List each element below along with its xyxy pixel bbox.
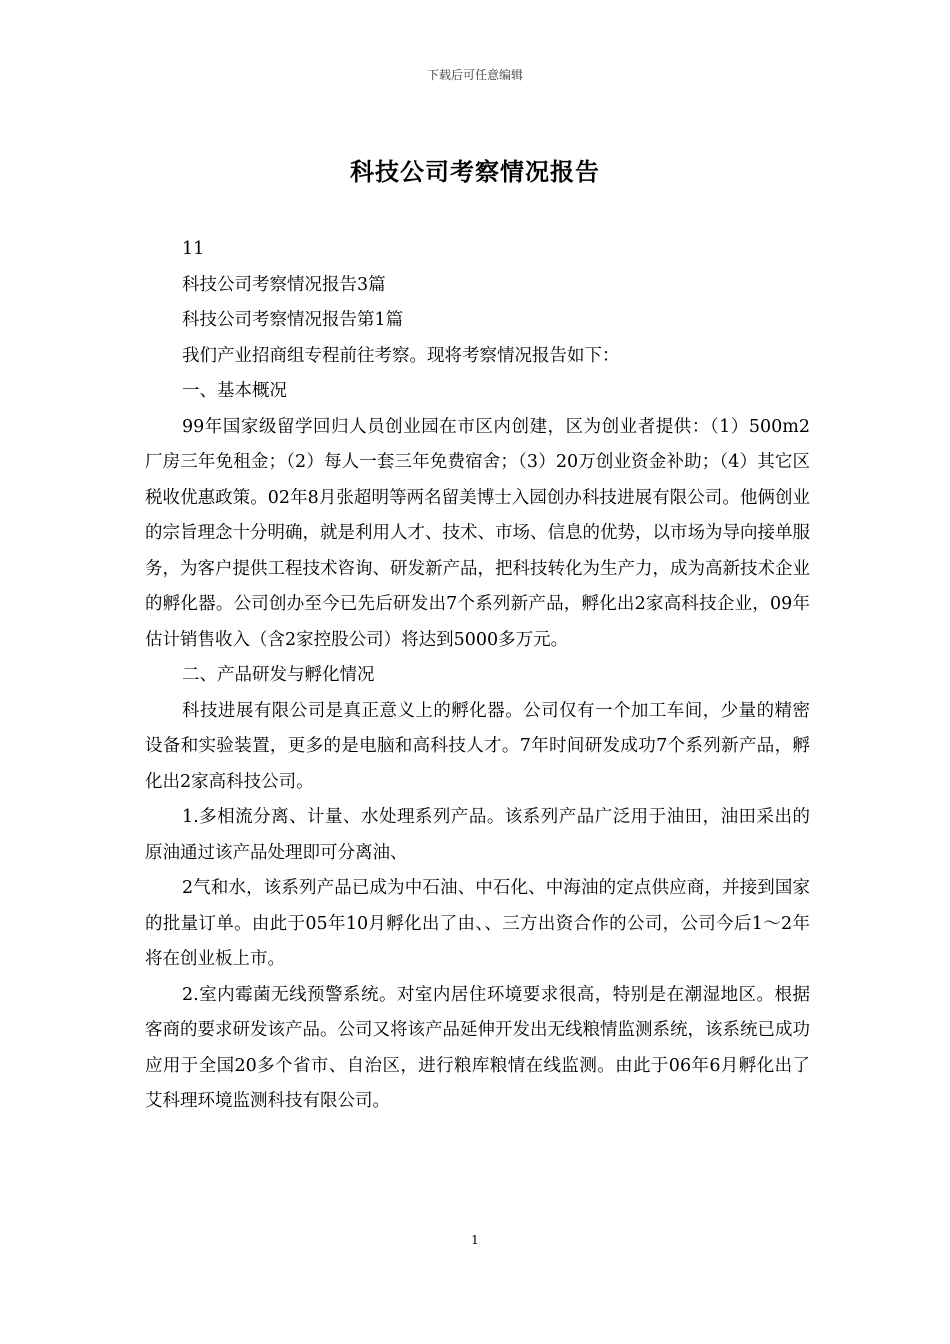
paragraph: 1.多相流分离、计量、水处理系列产品。该系列产品广泛用于油田，油田采出的原油通过该产品处理即可分离油、 xyxy=(145,807,810,863)
paragraph: 科技公司考察情况报告第1篇 xyxy=(182,310,404,330)
paragraph: 2.室内霉菌无线预警系统。对室内居住环境要求很高，特别是在潮湿地区。根据客商的要求研发该产品。公司又将该产品延伸开发出无线粮情监测系统，该系统已成功应用于全国20多个省市、自治区，进行粮库粮情在线监测。由此于06年6月孵化出了艾科理环境监测科技有限公司。 xyxy=(145,984,810,1111)
section-heading: 二、产品研发与孵化情况 xyxy=(182,665,375,685)
paragraph: 科技公司考察情况报告3篇 xyxy=(182,274,386,295)
page-number: 1 xyxy=(471,1233,479,1247)
paragraph: 科技进展有限公司是真正意义上的孵化器。公司仅有一个加工车间，少量的精密设备和实验装置，更多的是电脑和高科技人才。7年时间研发成功7个系列新产品，孵化出2家高科技公司。 xyxy=(145,700,810,792)
document-body xyxy=(145,232,810,1120)
page-header-note: 下载后可任意编辑 xyxy=(426,68,523,82)
section-heading: 一、基本概况 xyxy=(182,381,287,401)
paragraph: 11 xyxy=(182,239,205,259)
paragraph: 我们产业招商组专程前往考察。现将考察情况报告如下： xyxy=(182,345,620,366)
paragraph: 99年国家级留学回归人员创业园在市区内创建，区为创业者提供：（1）500m2厂房三年免租金；（2）每人一套三年免费宿舍；（3）20万创业资金补助；（4）其它区税收优惠政策。02年8月张超明等两名留美博士入园创办科技进展有限公司。他俩创业的宗旨理念十分明确，就是利用人才、技术、市场、信息的优势，以市场为导向接单服务，为客户提供工程技术咨询、研发新产品，把科技转化为生产力，成为高新技术企业的孵化器。公司创办至今已先后研发出7个系列新产品，孵化出2家高科技企业，09年估计销售收入（含2家控股公司）将达到5000多万元。 xyxy=(145,416,810,650)
document-title: 科技公司考察情况报告 xyxy=(350,157,600,186)
paragraph: 2气和水，该系列产品已成为中石油、中石化、中海油的定点供应商，并接到国家的批量订单。由此于05年10月孵化出了由、、三方出资合作的公司，公司今后1～2年将在创业板上市。 xyxy=(145,878,810,969)
